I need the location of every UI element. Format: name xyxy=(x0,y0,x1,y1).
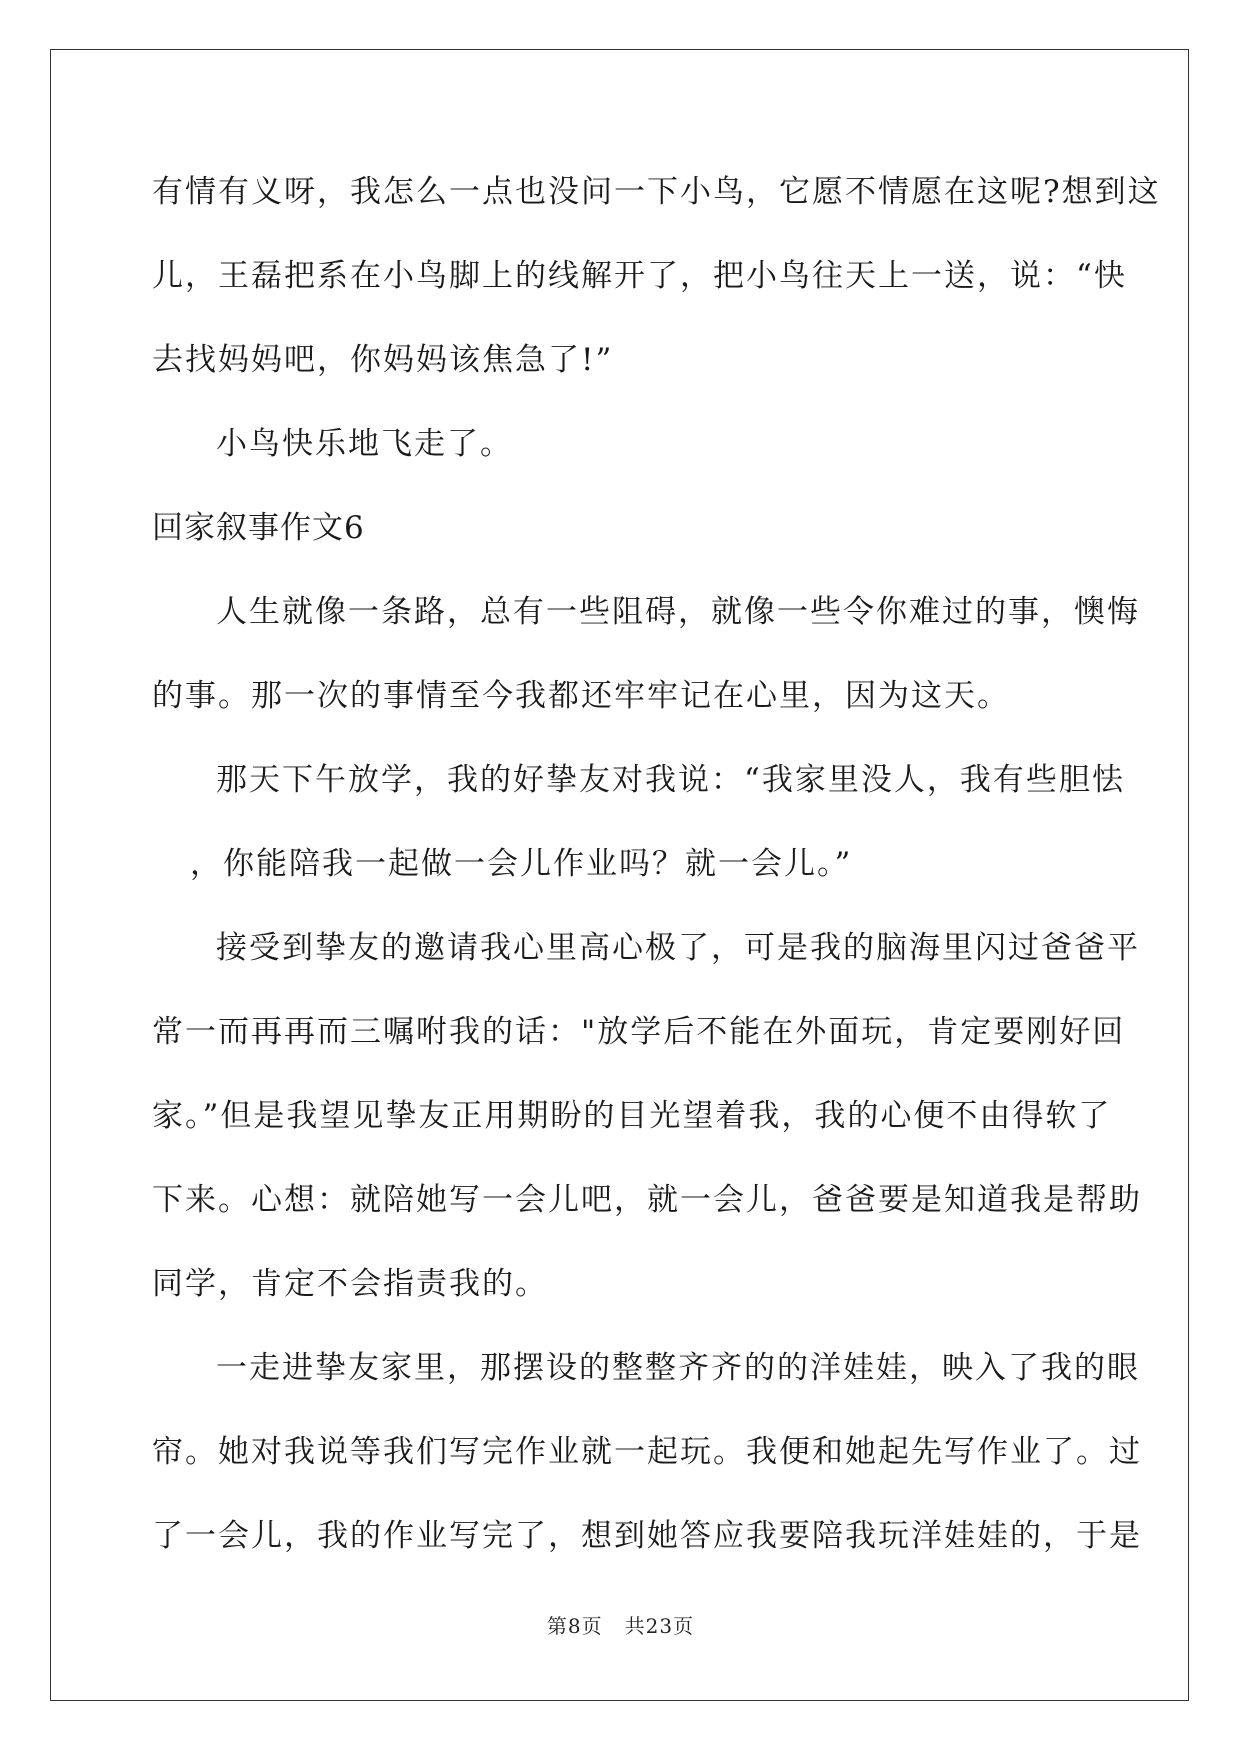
page-total: 共23页 xyxy=(624,1614,695,1638)
paragraph-line: 儿，王磊把系在小鸟脚上的线解开了，把小鸟往天上一送，说：“快 xyxy=(152,258,1127,294)
paragraph-line: 小鸟快乐地飞走了。 xyxy=(216,426,513,462)
paragraph-line: 帘。她对我说等我们写完作业就一起玩。我便和她起先写作业了。过 xyxy=(152,1434,1142,1470)
paragraph-line: 了一会儿，我的作业写完了，想到她答应我要陪我玩洋娃娃的，于是 xyxy=(152,1518,1142,1554)
paragraph-line: ，你能陪我一起做一会儿作业吗？就一会儿。” xyxy=(190,846,853,882)
page-number: 第8页 xyxy=(546,1614,603,1638)
paragraph-line: 一走进挚友家里，那摆设的整整齐齐的的洋娃娃，映入了我的眼 xyxy=(216,1350,1140,1386)
paragraph-line: 的事。那一次的事情至今我都还牢牢记在心里，因为这天。 xyxy=(152,678,1010,714)
document-body xyxy=(152,150,1161,1578)
paragraph-line: 人生就像一条路，总有一些阻碍，就像一些令你难过的事，懊悔 xyxy=(216,594,1140,630)
paragraph-line: 同学，肯定不会指责我的。 xyxy=(152,1266,548,1302)
paragraph-line: 有情有义呀，我怎么一点也没问一下小鸟，它愿不情愿在这呢?想到这 xyxy=(152,174,1161,210)
paragraph-line: 常一而再再而三嘱咐我的话："放学后不能在外面玩，肯定要刚好回 xyxy=(152,1014,1126,1050)
paragraph-line: 去找妈妈吧，你妈妈该焦急了!” xyxy=(152,342,614,378)
page-footer xyxy=(0,1610,1241,1639)
paragraph-line: 下来。心想：就陪她写一会儿吧，就一会儿，爸爸要是知道我是帮助 xyxy=(152,1182,1142,1218)
section-heading: 回家叙事作文6 xyxy=(152,510,365,546)
paragraph-line: 家。”但是我望见挚友正用期盼的目光望着我，我的心便不由得软了 xyxy=(152,1098,1112,1134)
paragraph-line: 那天下午放学，我的好挚友对我说：“我家里没人，我有些胆怯 xyxy=(216,762,1125,798)
paragraph-line: 接受到挚友的邀请我心里高心极了，可是我的脑海里闪过爸爸平 xyxy=(216,930,1140,966)
